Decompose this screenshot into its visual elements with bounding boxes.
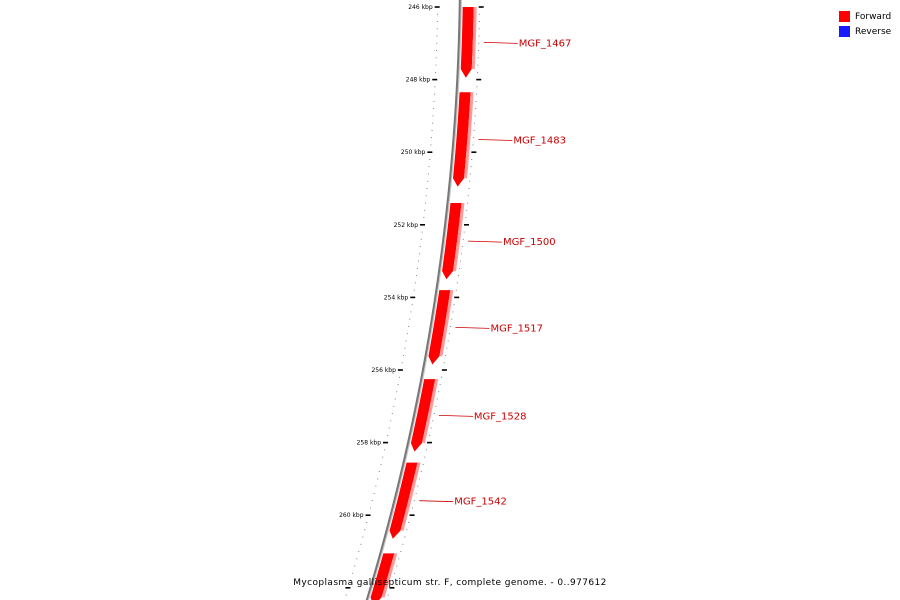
ruler-tick-label: 260 kbp [339,512,364,520]
gene-label-leader [484,42,518,43]
legend-label-reverse: Reverse [855,26,892,37]
caption-text: Mycoplasma gallisepticum str. F, complete genome. - 0..977612 [293,578,607,588]
gene-label: MGF_1517 [490,323,544,335]
gene-label-leader [455,327,489,328]
gene-arrow [461,7,474,78]
legend-item-forward [839,9,891,24]
ruler-tick-label: 246 kbp [408,4,433,11]
gene-label: MGF_1500 [503,237,556,249]
gene-label: MGF_1483 [513,135,566,147]
legend-swatch-reverse [839,26,850,37]
gene-label-leader [419,501,453,502]
genome-caption [0,578,900,588]
gene-label: MGF_1542 [454,496,507,508]
legend-item-reverse [839,24,891,39]
legend-label-forward: Forward [855,11,892,22]
ruler-tick-label: 254 kbp [383,294,409,302]
gene-label-leader [468,241,502,242]
ruler-tick-label: 250 kbp [400,149,426,157]
gene-label: MGF_1528 [473,411,527,423]
ruler-tick-label: 248 kbp [405,76,431,84]
ruler-tick-label: 258 kbp [356,439,382,447]
gene-feature [461,7,475,78]
legend-swatch-forward [839,11,850,22]
gene-arrow-highlight [473,7,475,69]
ruler-tick-label: 252 kbp [393,221,419,229]
legend [839,9,891,39]
gene-label-leader [439,415,473,416]
gene-label-leader [478,139,512,140]
gene-label: MGF_1467 [518,38,572,50]
ruler-tick-label: 256 kbp [371,367,396,374]
